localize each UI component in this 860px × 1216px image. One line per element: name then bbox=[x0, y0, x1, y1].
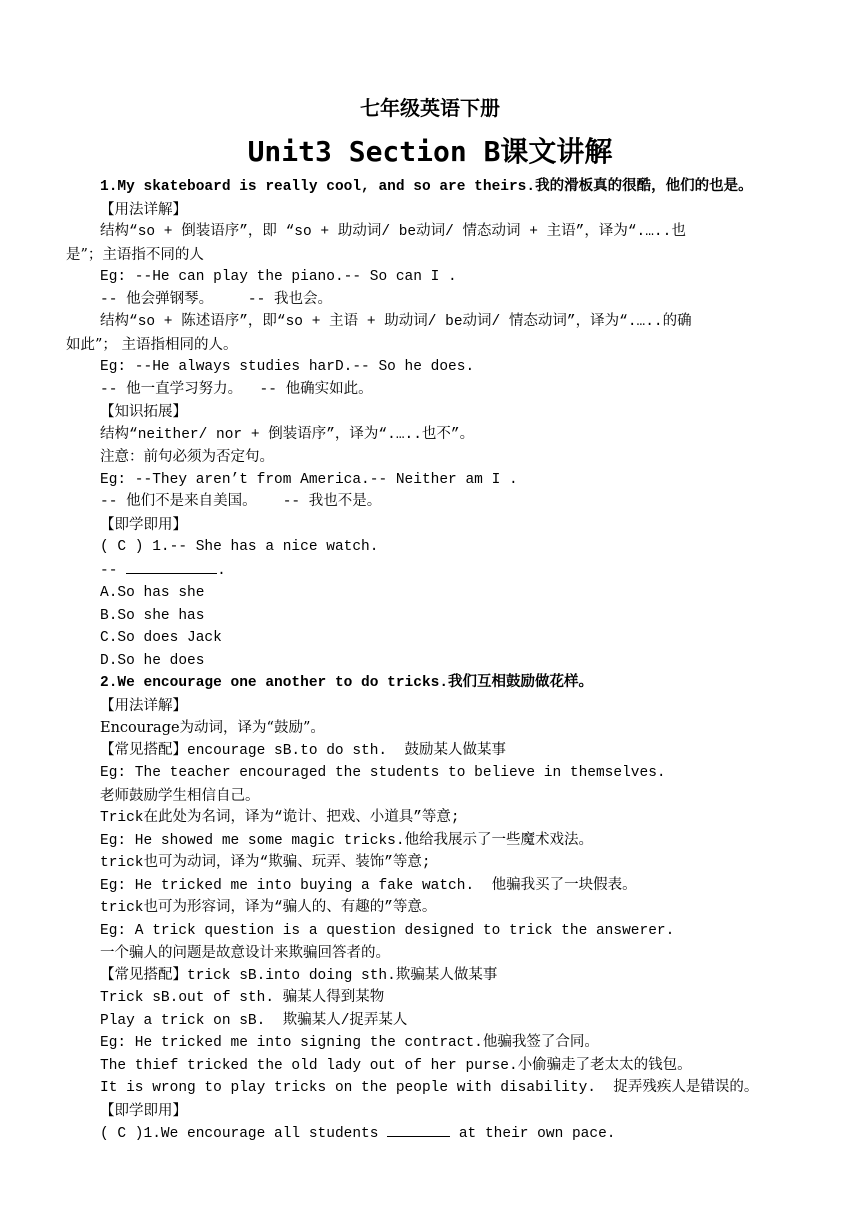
text-line bbox=[66, 289, 796, 312]
line-text: Trick sB.out of sth. 骗某人得到某物 bbox=[100, 990, 385, 1006]
text-line bbox=[66, 491, 796, 514]
line-text: -- 他会弹钢琴。 -- 我也会。 bbox=[100, 291, 333, 308]
text-line bbox=[66, 605, 796, 628]
text-line bbox=[66, 672, 796, 695]
text-line bbox=[66, 1122, 796, 1146]
text-line bbox=[66, 627, 796, 650]
line-text: 老师鼓励学生相信自己。 bbox=[100, 787, 260, 804]
line-text: Eg: He showed me some magic tricks.他给我展示了一些魔术戏法。 bbox=[100, 832, 594, 849]
line-text: 【知识拓展】 bbox=[100, 404, 187, 420]
line-text: -- bbox=[100, 562, 127, 579]
line-text: -- 他一直学习努力。 -- 他确实如此。 bbox=[100, 381, 373, 398]
text-line bbox=[66, 176, 796, 199]
document-title: Unit3 Section B课文讲解 bbox=[247, 135, 613, 168]
line-text: B.So she has bbox=[100, 607, 205, 624]
text-line bbox=[66, 334, 796, 357]
text-line bbox=[66, 875, 796, 898]
text-line bbox=[66, 379, 796, 402]
text-line bbox=[66, 1010, 796, 1033]
line-text: 注意：前句必须为否定句。 bbox=[100, 449, 274, 465]
answer-blank bbox=[126, 559, 217, 574]
line-text-after: at their own pace. bbox=[450, 1126, 616, 1142]
text-line bbox=[66, 356, 796, 379]
text-line bbox=[66, 1055, 796, 1078]
line-text: 【用法详解】 bbox=[100, 697, 187, 714]
text-line bbox=[66, 244, 796, 267]
line-text: 如此”； 主语指相同的人。 bbox=[66, 336, 238, 353]
text-line bbox=[66, 717, 796, 740]
text-line bbox=[66, 401, 796, 424]
line-text: 结构“neither/ nor + 倒装语序”，译为“.…..也不”。 bbox=[100, 426, 475, 443]
line-text: 2.We encourage one another to do tricks.我们互相鼓励做花样。 bbox=[100, 675, 594, 691]
line-text: C.So does Jack bbox=[100, 630, 222, 646]
line-text: It is wrong to play tricks on the people with disability. 捉弄残疾人是错误的。 bbox=[100, 1080, 759, 1096]
line-text: 【用法详解】 bbox=[100, 201, 187, 218]
line-text: D.So he does bbox=[100, 652, 205, 669]
text-line bbox=[66, 965, 796, 988]
text-line bbox=[66, 469, 796, 492]
text-line bbox=[66, 266, 796, 289]
text-line bbox=[66, 762, 796, 785]
text-line bbox=[66, 1100, 796, 1123]
line-text: Eg: --He can play the piano.-- So can I . bbox=[100, 269, 457, 285]
text-line bbox=[66, 942, 796, 965]
text-line bbox=[66, 1032, 796, 1055]
text-line bbox=[66, 536, 796, 559]
text-line bbox=[66, 830, 796, 853]
line-text: Play a trick on sB. 欺骗某人/捉弄某人 bbox=[100, 1012, 408, 1029]
text-line bbox=[66, 221, 796, 244]
line-text: Eg: --They aren’t from America.-- Neither am I . bbox=[100, 471, 518, 488]
line-text: Trick在此处为名词，译为“诡计、把戏、小道具”等意; bbox=[100, 810, 460, 826]
line-text: Encourage为动词，译为“鼓励”。 bbox=[100, 720, 325, 736]
line-text-after: . bbox=[217, 562, 226, 579]
document-body bbox=[66, 176, 796, 1146]
text-line bbox=[66, 582, 796, 605]
line-text: 【即学即用】 bbox=[100, 1102, 187, 1119]
text-line bbox=[66, 514, 796, 537]
text-line bbox=[66, 1077, 796, 1100]
line-text: 1.My skateboard is really cool, and so are theirs.我的滑板真的很酷，他们的也是。 bbox=[100, 179, 753, 195]
text-line bbox=[66, 424, 796, 447]
line-text: 结构“so + 陈述语序”，即“so + 主语 + 助动词/ be动词/ 情态动词”，译为“.…..的确 bbox=[100, 314, 692, 330]
line-text: Eg: --He always studies harD.-- So he does. bbox=[100, 359, 475, 375]
answer-blank bbox=[387, 1122, 450, 1137]
line-text: 【常见搭配】encourage sB.to do sth. 鼓励某人做某事 bbox=[100, 742, 507, 759]
line-text: 【即学即用】 bbox=[100, 516, 187, 533]
line-text: Eg: He tricked me into buying a fake watch. 他骗我买了一块假表。 bbox=[100, 877, 637, 894]
text-line bbox=[66, 199, 796, 222]
line-text: ( C )1.We encourage all students bbox=[100, 1126, 388, 1142]
text-line bbox=[66, 740, 796, 763]
line-text: trick也可为形容词，译为“骗人的、有趣的”等意。 bbox=[100, 900, 437, 916]
line-text: The thief tricked the old lady out of her purse.小偷骗走了老太太的钱包。 bbox=[100, 1057, 692, 1074]
line-text: trick也可为动词，译为“欺骗、玩弄、装饰”等意; bbox=[100, 855, 431, 871]
line-text: 是”；主语指不同的人 bbox=[66, 246, 204, 263]
line-text: Eg: The teacher encouraged the students to believe in themselves. bbox=[100, 765, 666, 781]
text-line bbox=[66, 920, 796, 943]
line-text: 【常见搭配】trick sB.into doing sth.欺骗某人做某事 bbox=[100, 967, 498, 984]
line-text: 结构“so + 倒装语序”，即 “so + 助动词/ be动词/ 情态动词 + 主语”，译为“.…..也 bbox=[100, 224, 686, 240]
document-heading: 七年级英语下册 bbox=[360, 96, 500, 120]
line-text: Eg: He tricked me into signing the contract.他骗我签了合同。 bbox=[100, 1035, 599, 1051]
text-line bbox=[66, 559, 796, 583]
line-text: 一个骗人的问题是故意设计来欺骗回答者的。 bbox=[100, 945, 390, 961]
line-text: -- 他们不是来自美国。 -- 我也不是。 bbox=[100, 494, 382, 510]
text-line bbox=[66, 311, 796, 334]
line-text: ( C ) 1.-- She has a nice watch. bbox=[100, 539, 379, 555]
text-line bbox=[66, 695, 796, 718]
text-line bbox=[66, 650, 796, 673]
text-line bbox=[66, 852, 796, 875]
text-line bbox=[66, 446, 796, 469]
text-line bbox=[66, 785, 796, 808]
text-line bbox=[66, 807, 796, 830]
line-text: A.So has she bbox=[100, 585, 205, 601]
line-text: Eg: A trick question is a question designed to trick the answerer. bbox=[100, 922, 675, 939]
text-line bbox=[66, 897, 796, 920]
text-line bbox=[66, 987, 796, 1010]
